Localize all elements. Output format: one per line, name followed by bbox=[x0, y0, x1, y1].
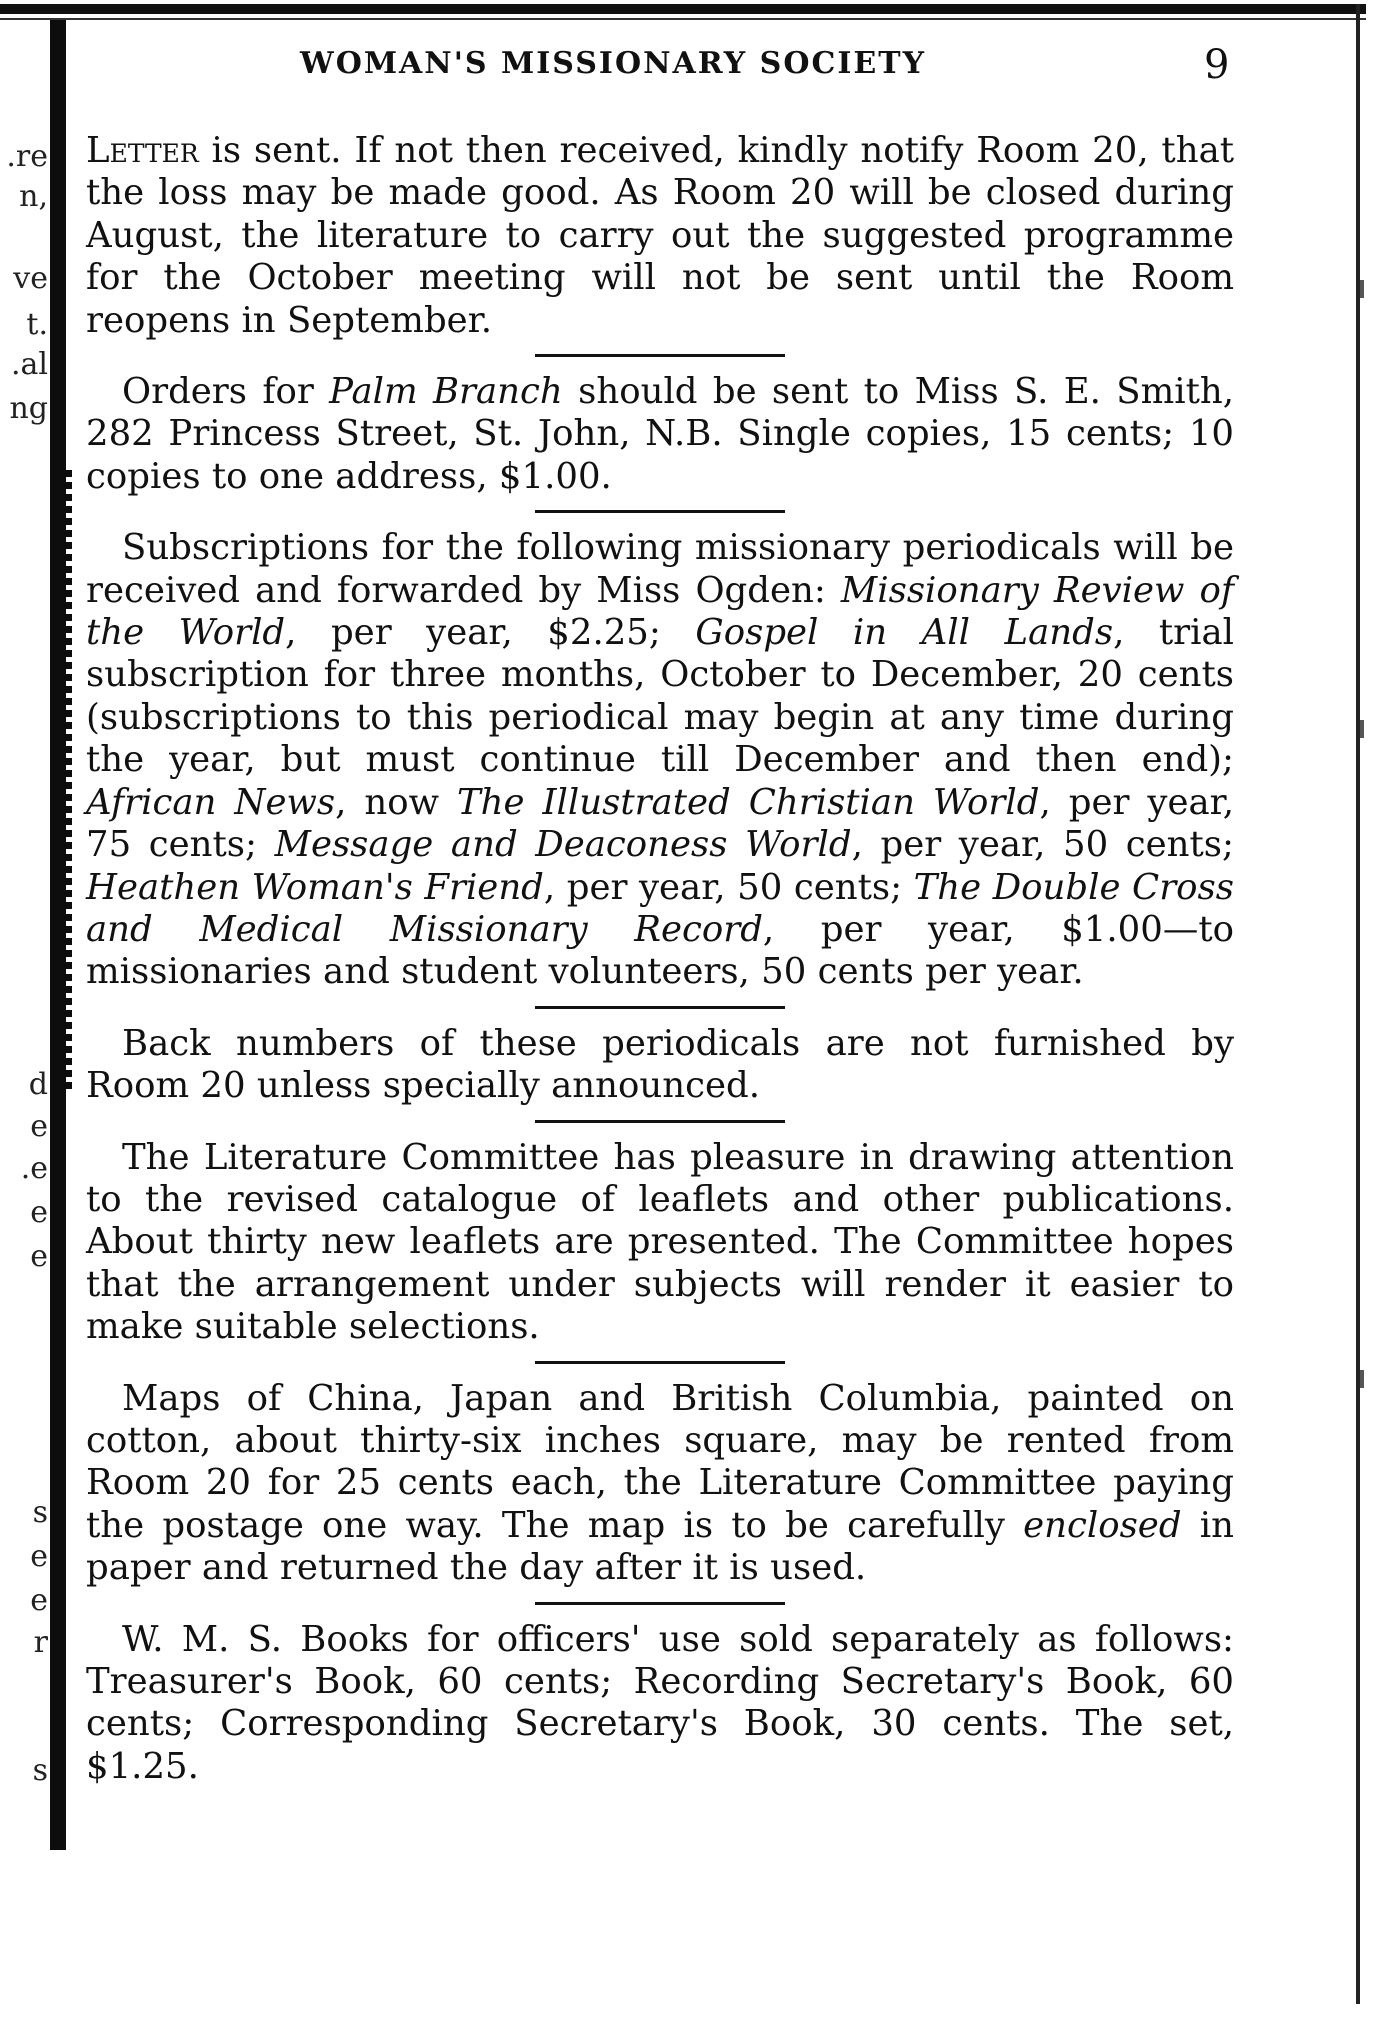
periodical-title: African News bbox=[86, 781, 336, 823]
emphasis-word: enclosed bbox=[1023, 1504, 1182, 1546]
text-run: Subscriptions for the following missionary periodicals will be received and forwarded by Miss Ogden: bbox=[86, 527, 1234, 611]
margin-fragment: e bbox=[30, 1109, 48, 1144]
page-header bbox=[300, 42, 1230, 88]
margin-fragment: t. bbox=[26, 307, 48, 342]
right-edge-mark bbox=[1360, 280, 1364, 298]
text-run: , per year, $1.00—to missionaries and student volunteers, 50 cents per year. bbox=[86, 908, 1234, 993]
periodical-title: Message and Deaconess World bbox=[274, 824, 852, 866]
text-run: , per year, 50 cents; bbox=[543, 866, 914, 908]
section-divider bbox=[535, 1361, 785, 1364]
paragraph-back-numbers: Back numbers of these periodicals are not furnished by Room 20 unless specially announced. bbox=[86, 1022, 1234, 1107]
section-divider bbox=[535, 1006, 785, 1009]
right-page-edge bbox=[1356, 4, 1360, 2004]
text-column bbox=[86, 130, 1234, 1788]
page-number: 9 bbox=[1204, 42, 1230, 88]
periodical-title: Palm Branch bbox=[329, 371, 563, 413]
margin-fragment: s bbox=[32, 1753, 48, 1788]
margin-fragment: s bbox=[32, 1495, 48, 1530]
margin-fragment: .re bbox=[6, 139, 48, 174]
margin-fragment: .al bbox=[10, 347, 48, 382]
text-run: , per year, $2.25; bbox=[285, 612, 696, 654]
text-run: , per year, 75 cents; bbox=[86, 781, 1234, 866]
running-title: WOMAN'S MISSIONARY SOCIETY bbox=[300, 46, 926, 81]
periodical-title: The Double Cross and Medical Missionary Record bbox=[86, 866, 1234, 950]
margin-fragment: ve bbox=[13, 261, 48, 296]
section-divider bbox=[535, 1602, 785, 1605]
periodical-title: Heathen Woman's Friend bbox=[86, 866, 544, 908]
top-rule-thin bbox=[0, 18, 1366, 20]
paragraph-literature-committee: The Literature Committee has pleasure in drawing attention to the revised catalogue of leaflets and other publications. About thirty new leaflets are presented. The Committee hopes that the arrangement under subjects will render it easier to make suitable selections. bbox=[86, 1136, 1234, 1348]
margin-fragment: e bbox=[30, 1583, 48, 1618]
paragraph-subscriptions bbox=[86, 527, 1234, 993]
top-rule bbox=[0, 4, 1366, 14]
text-run: , trial subscription for three months, October to December, 20 cents (subscriptions to this periodical may begin at any time during the year, but must continue till December and then end); bbox=[86, 612, 1234, 781]
paragraph-wms-books: W. M. S. Books for officers' use sold separately as follows: Treasurer's Book, 60 cents; Recording Secretary's Book, 60 cents; Corresponding Secretary's Book, 30 cents. The set, $1.25. bbox=[86, 1618, 1234, 1787]
right-edge-mark bbox=[1360, 1370, 1364, 1388]
text-run: should be sent to Miss S. E. Smith, 282 Princess Street, St. John, N.B. Single copies, 15 cents; 10 copies to one address, $1.00. bbox=[86, 371, 1235, 497]
binding-edge-texture bbox=[66, 470, 72, 1090]
paragraph-text: is sent. If not then received, kindly notify Room 20, that the loss may be made good. As Room 20 will be closed during August, the literature to carry out the suggested programme for the October meeting will not be sent until the Room reopens in September. bbox=[86, 130, 1234, 341]
section-divider bbox=[535, 510, 785, 513]
right-edge-mark bbox=[1360, 720, 1364, 738]
paragraph-palm-branch-orders bbox=[86, 371, 1234, 498]
periodical-title: The Illustrated Christian World bbox=[456, 781, 1040, 823]
periodical-title: Gospel in All Lands bbox=[695, 612, 1114, 654]
margin-fragment: n, bbox=[19, 179, 48, 214]
margin-fragment: d bbox=[28, 1067, 48, 1102]
margin-fragment: e bbox=[30, 1239, 48, 1274]
text-run: Orders for bbox=[122, 371, 330, 413]
paragraph-maps-rental bbox=[86, 1378, 1234, 1590]
periodical-title: Missionary Review of the World bbox=[86, 569, 1234, 654]
margin-fragment: e bbox=[30, 1195, 48, 1230]
section-divider bbox=[535, 354, 785, 357]
margin-fragment: ng bbox=[9, 391, 48, 426]
text-run: Maps of China, Japan and British Columbia, painted on cotton, about thirty-six inches square, may be rented from Room 20 for 25 cents each, the Literature Committee paying the postage one way. The map is to be carefully bbox=[86, 1377, 1234, 1546]
text-run: in paper and returned the day after it is used. bbox=[86, 1504, 1234, 1589]
section-divider bbox=[535, 1120, 785, 1123]
text-run: , per year, 50 cents; bbox=[851, 824, 1234, 866]
binding-edge bbox=[50, 20, 66, 1850]
margin-fragment: r bbox=[33, 1625, 48, 1660]
paragraph-letter-notice bbox=[86, 130, 1234, 342]
text-run: , now bbox=[335, 781, 457, 823]
margin-fragment: e bbox=[30, 1539, 48, 1574]
margin-fragment: .e bbox=[20, 1151, 48, 1186]
lead-word: Letter bbox=[86, 130, 199, 171]
